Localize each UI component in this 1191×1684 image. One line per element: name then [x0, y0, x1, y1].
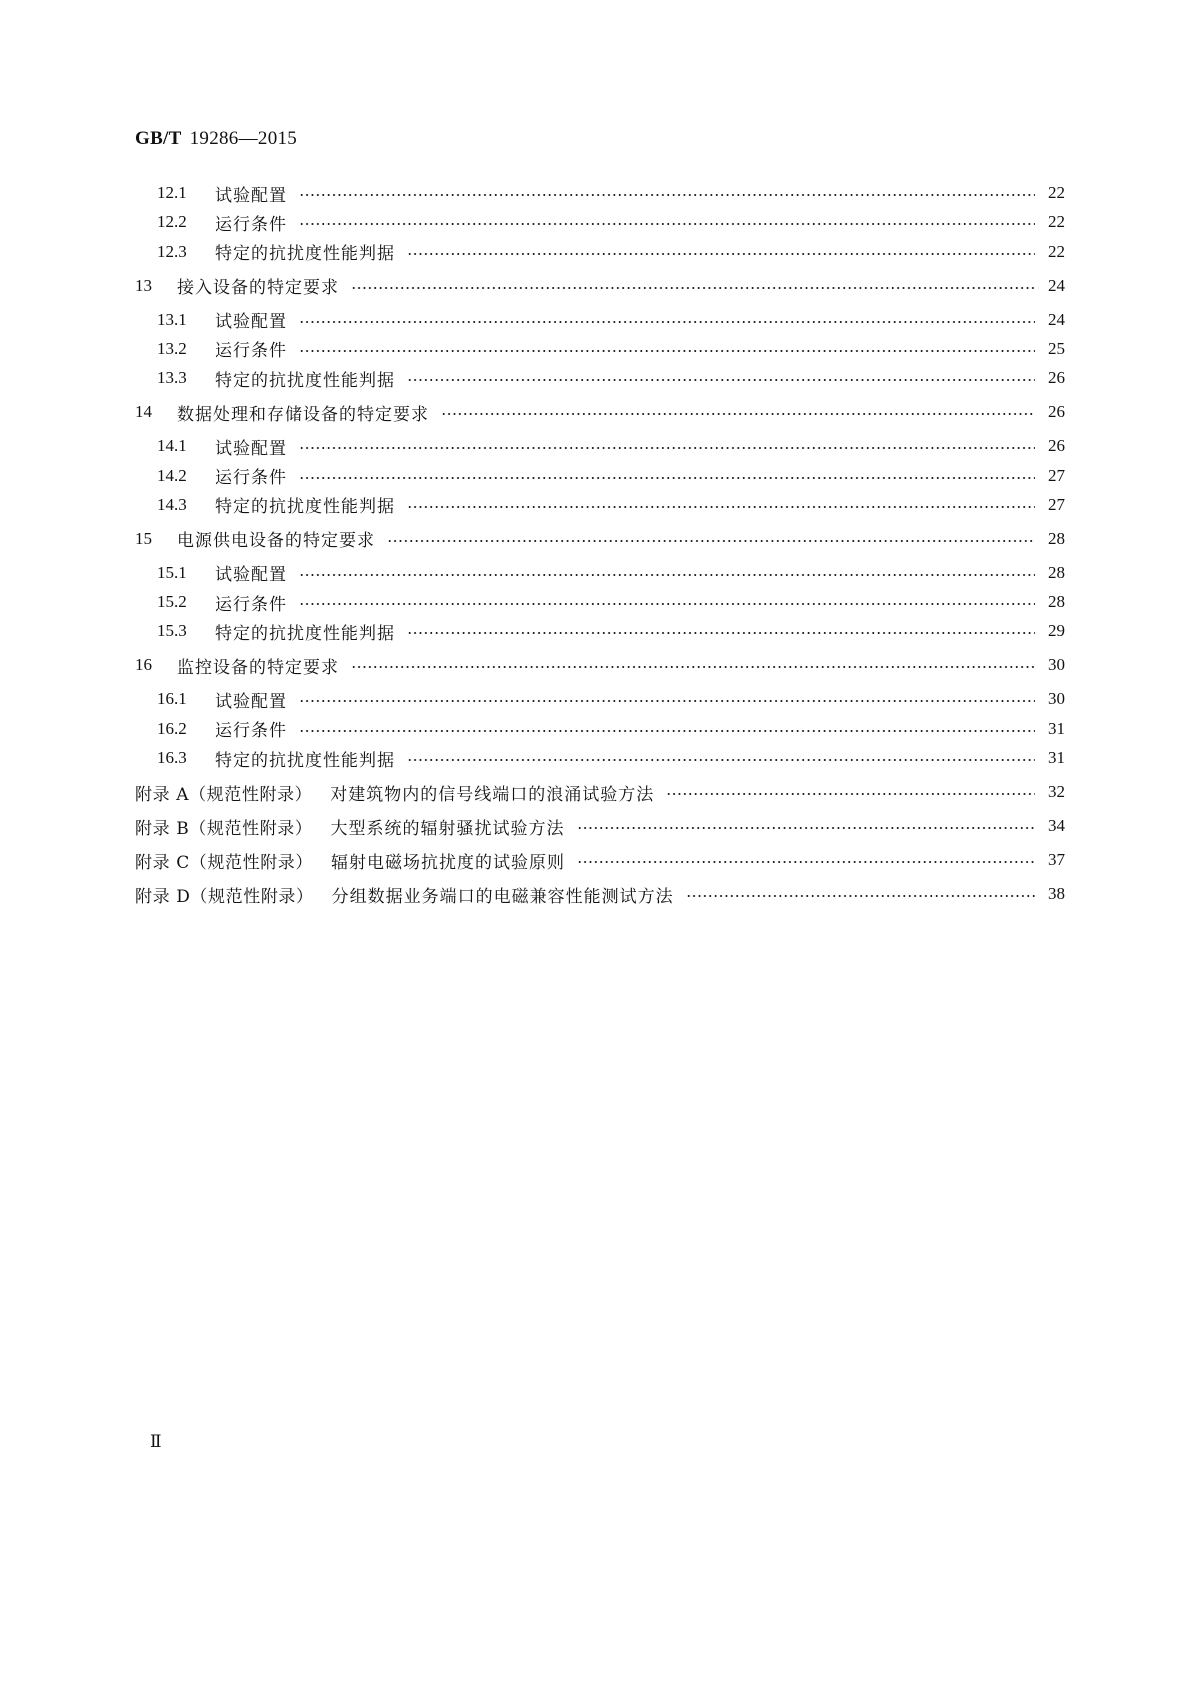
- toc-entry-page-number: 28: [1048, 592, 1065, 612]
- toc-entry-number: 14.1: [157, 436, 187, 456]
- dot-leader: [441, 413, 1035, 415]
- dot-leader: [407, 253, 1035, 255]
- toc-appendix-entry[interactable]: [135, 779, 1065, 805]
- dot-leader: [299, 603, 1035, 605]
- toc-entry-number: 16.1: [157, 689, 187, 709]
- toc-entry-page-number: 26: [1048, 368, 1065, 388]
- toc-entry-page-number: 32: [1048, 782, 1065, 801]
- toc-entry[interactable]: [135, 399, 1065, 425]
- toc-entry-number: 12.2: [157, 212, 187, 232]
- toc-entry-title: 数据处理和存储设备的特定要求: [177, 404, 429, 425]
- toc-entry[interactable]: [135, 180, 1065, 206]
- standard-number: 19286—2015: [189, 128, 298, 149]
- toc-entry-page-number: 26: [1048, 436, 1065, 456]
- dot-leader: [299, 574, 1035, 576]
- toc-entry-page-number: 29: [1048, 621, 1065, 641]
- dot-leader: [299, 477, 1035, 479]
- dot-leader: [351, 666, 1035, 668]
- toc-entry[interactable]: [135, 209, 1065, 235]
- toc-appendix-label: 附录 B（规范性附录）: [135, 818, 313, 839]
- toc-entry[interactable]: [135, 365, 1065, 391]
- toc-entry-page-number: 22: [1048, 241, 1065, 261]
- toc-entry-title: 运行条件: [215, 594, 287, 615]
- toc-entry-page-number: 34: [1048, 816, 1065, 835]
- toc-entry-title: 监控设备的特定要求: [177, 657, 339, 678]
- dot-leader: [387, 540, 1035, 542]
- toc-entry[interactable]: [135, 307, 1065, 333]
- dot-leader: [299, 321, 1035, 323]
- toc-entry-title: 试验配置: [215, 691, 287, 712]
- toc-entry[interactable]: [135, 652, 1065, 678]
- toc-entry-title: 运行条件: [215, 721, 287, 742]
- toc-entry-number: 16: [135, 655, 152, 675]
- dot-leader: [407, 759, 1035, 761]
- dot-leader: [299, 447, 1035, 449]
- toc-entry-title: 特定的抗扰度性能判据: [215, 370, 395, 391]
- dot-leader: [351, 287, 1035, 289]
- toc-entry-title: 运行条件: [215, 468, 287, 488]
- toc-entry-title: 分组数据业务端口的电磁兼容性能测试方法: [331, 886, 674, 907]
- toc-entry[interactable]: [135, 526, 1065, 552]
- dot-leader: [299, 730, 1035, 732]
- toc-entry-number: 13.2: [157, 338, 187, 358]
- toc-entry[interactable]: [135, 686, 1065, 712]
- toc-entry-title: 特定的抗扰度性能判据: [215, 497, 395, 518]
- toc-entry-number: 15.3: [157, 621, 187, 641]
- dot-leader: [577, 861, 1035, 863]
- toc-entry-title: 特定的抗扰度性能判据: [215, 750, 395, 771]
- toc-entry-page-number: 24: [1048, 275, 1065, 295]
- toc-entry-title: 试验配置: [215, 312, 287, 333]
- dot-leader: [299, 194, 1035, 196]
- toc-entry[interactable]: [135, 336, 1065, 362]
- toc-entry-page-number: 30: [1048, 655, 1065, 675]
- toc-appendix-entry[interactable]: [135, 881, 1065, 907]
- toc-entry-title: 电源供电设备的特定要求: [177, 531, 375, 552]
- toc-entry[interactable]: [135, 463, 1065, 489]
- toc-entry-number: 15: [135, 528, 152, 548]
- toc-entry-title: 试验配置: [215, 438, 287, 459]
- toc-entry-page-number: 28: [1048, 562, 1065, 582]
- toc-entry-page-number: 31: [1048, 718, 1065, 738]
- toc-entry[interactable]: [135, 745, 1065, 771]
- page-number: Ⅱ: [150, 1432, 162, 1451]
- toc-entry-number: 13.1: [157, 309, 187, 329]
- toc-entry-title: 运行条件: [215, 341, 287, 362]
- toc-entry-title: 试验配置: [215, 185, 287, 206]
- toc-entry-title: 运行条件: [215, 214, 287, 235]
- toc-entry-page-number: 37: [1048, 850, 1065, 869]
- dot-leader: [299, 700, 1035, 702]
- toc-entry[interactable]: [135, 589, 1065, 615]
- toc-entry-number: 14.3: [157, 494, 187, 514]
- toc-entry-number: 12.3: [157, 241, 187, 261]
- toc-entry-page-number: 24: [1048, 309, 1065, 329]
- toc-entry[interactable]: [135, 492, 1065, 518]
- toc-entry-page-number: 27: [1048, 494, 1065, 514]
- standard-code: GB/T: [135, 128, 182, 149]
- toc-entry[interactable]: [135, 273, 1065, 299]
- toc-entry-page-number: 22: [1048, 183, 1065, 202]
- document-header: [135, 128, 297, 150]
- dot-leader: [407, 506, 1035, 508]
- toc-entry-number: 14: [135, 402, 152, 422]
- toc-entry-number: 16.3: [157, 748, 187, 767]
- toc-entry-title: 试验配置: [215, 565, 287, 586]
- dot-leader: [686, 895, 1035, 897]
- dot-leader: [577, 827, 1036, 829]
- toc-entry-title: 特定的抗扰度性能判据: [215, 244, 395, 265]
- toc-entry-title: 辐射电磁场抗扰度的试验原则: [331, 852, 566, 873]
- toc-entry-number: 15.1: [157, 562, 187, 582]
- dot-leader: [299, 223, 1035, 225]
- toc-entry-page-number: 28: [1048, 528, 1065, 548]
- toc-appendix-entry[interactable]: [135, 847, 1065, 873]
- toc-entry-number: 13: [135, 275, 152, 295]
- toc-entry-page-number: 22: [1048, 212, 1065, 232]
- toc-entry-title: 接入设备的特定要求: [177, 278, 339, 299]
- toc-entry[interactable]: [135, 618, 1065, 644]
- toc-entry-page-number: 31: [1048, 748, 1065, 767]
- dot-leader: [407, 379, 1035, 381]
- toc-entry-title: 对建筑物内的信号线端口的浪涌试验方法: [330, 784, 655, 805]
- toc-entry-page-number: 25: [1048, 338, 1065, 358]
- toc-appendix-label: 附录 D（规范性附录）: [135, 886, 314, 907]
- dot-leader: [299, 350, 1035, 352]
- toc-entry-page-number: 27: [1048, 465, 1065, 485]
- dot-leader: [666, 793, 1035, 795]
- toc-entry-page-number: 30: [1048, 689, 1065, 709]
- toc-entry[interactable]: [135, 433, 1065, 459]
- toc-entry-page-number: 26: [1048, 402, 1065, 422]
- toc-entry-number: 16.2: [157, 718, 187, 738]
- toc-entry-title: 特定的抗扰度性能判据: [215, 623, 395, 644]
- toc-entry[interactable]: [135, 716, 1065, 742]
- toc-entry-page-number: 38: [1048, 884, 1065, 903]
- toc-appendix-entry[interactable]: [135, 813, 1065, 839]
- toc-entry-number: 13.3: [157, 368, 187, 388]
- toc-appendix-label: 附录 C（规范性附录）: [135, 852, 314, 873]
- toc-entry-number: 12.1: [157, 183, 187, 202]
- toc-appendix-label: 附录 A（规范性附录）: [135, 784, 313, 805]
- toc-entry-number: 14.2: [157, 465, 187, 485]
- toc-entry-title: 大型系统的辐射骚扰试验方法: [330, 818, 565, 839]
- toc-entry-number: 15.2: [157, 592, 187, 612]
- toc-entry[interactable]: [135, 560, 1065, 586]
- toc-entry[interactable]: [135, 239, 1065, 265]
- dot-leader: [407, 632, 1035, 634]
